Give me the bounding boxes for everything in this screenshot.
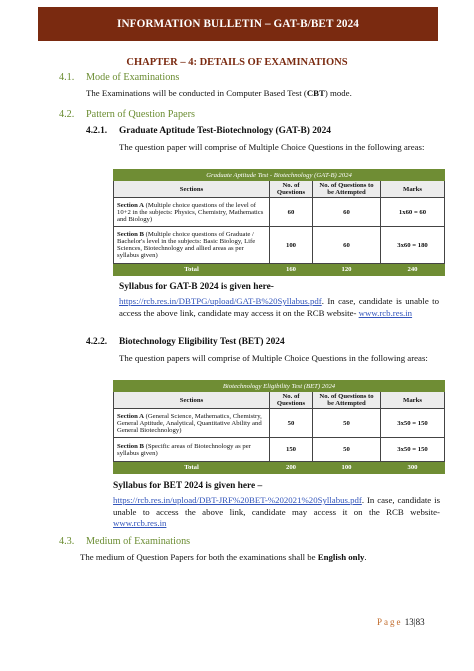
bet-table (113, 380, 445, 474)
gatb-table (113, 169, 445, 276)
total-row (114, 264, 445, 276)
table-row (114, 438, 445, 462)
total-label: Total (114, 264, 270, 276)
total-questions: 200 (270, 462, 313, 474)
table-header: Marks (381, 181, 445, 198)
total-marks: 240 (381, 264, 445, 276)
questions-count: 60 (270, 198, 313, 227)
section-description: Section A (Multiple choice questions of the level of 10+2 in the subjects: Physics, Chemistry, Mathematics and Biology) (114, 198, 270, 227)
section-title-4-2-1: Graduate Aptitude Test-Biotechnology (GAT-B) 2024 (119, 126, 331, 136)
gatb-syllabus-paragraph: https://rcb.res.in/DBTPG/upload/GAT-B%20Syllabus.pdf. In case, candidate is unable to access the above link, candidate may access it on the RCB website- www.rcb.res.in (119, 296, 439, 318)
table-row (114, 227, 445, 264)
section-number-4-2-2: 4.2.2. (86, 337, 108, 347)
attempt-count: 60 (313, 227, 381, 264)
section-title-4-1: Mode of Examinations (86, 72, 180, 83)
total-row (114, 462, 445, 474)
rcb-website-link[interactable]: www.rcb.res.in (358, 307, 413, 318)
bet-intro-paragraph: The question papers will comprise of Multiple Choice Questions in the following areas: (119, 353, 428, 363)
table-header: Sections (114, 392, 270, 409)
chapter-title: CHAPTER – 4: DETAILS OF EXAMINATIONS (126, 57, 348, 68)
page-footer (377, 617, 425, 627)
gatb-table-caption: Graduate Aptitude Test - Biotechnology (GAT-B) 2024 (114, 170, 445, 181)
page-number: 13 (404, 617, 414, 627)
gatb-intro-paragraph: The question paper will comprise of Multiple Choice Questions in the following areas: (119, 142, 425, 152)
section-title-4-2-2: Biotechnology Eligibility Test (BET) 2024 (119, 337, 285, 347)
section-number-4-2-1: 4.2.1. (86, 126, 108, 136)
section-description: Section B (Specific areas of Biotechnology as per syllabus given) (114, 438, 270, 462)
total-attempted: 120 (313, 264, 381, 276)
total-marks: 300 (381, 462, 445, 474)
section-title-4-2: Pattern of Question Papers (86, 109, 195, 120)
gatb-syllabus-title: Syllabus for GAT-B 2024 is given here- (119, 282, 274, 292)
gatb-syllabus-link[interactable]: https://rcb.res.in/DBTPG/upload/GAT-B%20Syllabus.pdf (119, 296, 322, 306)
section-number-4-3: 4.3. (59, 536, 75, 547)
total-questions: 160 (270, 264, 313, 276)
attempt-count: 50 (313, 438, 381, 462)
bet-syllabus-paragraph: https://rcb.res.in/upload/DBT-JRF%20BET-%202021%20Syllabus.pdf. In case, candidate is unable to access the above link, candidate may access it on the RCB website- www.rcb.res.in (113, 495, 440, 529)
table-row (114, 198, 445, 227)
table-header: No. of Questions (270, 181, 313, 198)
bet-syllabus-link[interactable]: https://rcb.res.in/upload/DBT-JRF%20BET-%202021%20Syllabus.pdf (113, 495, 362, 505)
medium-paragraph: The medium of Question Papers for both the examinations shall be English only. (80, 552, 367, 562)
table-header: No. of Questions (270, 392, 313, 409)
marks-value: 3x50 = 150 (381, 409, 445, 438)
table-header: Sections (114, 181, 270, 198)
bet-table-caption: Biotechnology Eligibility Test (BET) 2024 (114, 381, 445, 392)
page-word: Page (377, 617, 403, 627)
marks-value: 3x50 = 150 (381, 438, 445, 462)
section-description: Section A (General Science, Mathematics, Chemistry, General Aptitude, Analytical, Quantitative Ability and General Biotechnology) (114, 409, 270, 438)
table-header: No. of Questions to be Attempted (313, 392, 381, 409)
bet-syllabus-title: Syllabus for BET 2024 is given here – (113, 481, 263, 491)
header-title: INFORMATION BULLETIN – GAT-B/BET 2024 (117, 18, 359, 30)
table-header: No. of Questions to be Attempted (313, 181, 381, 198)
total-label: Total (114, 462, 270, 474)
marks-value: 3x60 = 180 (381, 227, 445, 264)
section-description: Section B (Multiple choice questions of Graduate / Bachelor's level in the subjects: Basic Biology, Life Sciences, Biotechnology and allied areas as per syllabus given) (114, 227, 270, 264)
section-number-4-2: 4.2. (59, 109, 75, 120)
section-number-4-1: 4.1. (59, 72, 75, 83)
mode-paragraph: The Examinations will be conducted in Computer Based Test (CBT) mode. (86, 88, 352, 98)
page-separator: | (413, 617, 416, 627)
page-total: 83 (415, 617, 425, 627)
questions-count: 50 (270, 409, 313, 438)
attempt-count: 60 (313, 198, 381, 227)
rcb-website-link[interactable]: www.rcb.res.in (113, 518, 167, 529)
questions-count: 150 (270, 438, 313, 462)
questions-count: 100 (270, 227, 313, 264)
marks-value: 1x60 = 60 (381, 198, 445, 227)
table-row (114, 409, 445, 438)
bulletin-header (38, 7, 438, 41)
total-attempted: 100 (313, 462, 381, 474)
attempt-count: 50 (313, 409, 381, 438)
table-header: Marks (381, 392, 445, 409)
section-title-4-3: Medium of Examinations (86, 536, 191, 547)
